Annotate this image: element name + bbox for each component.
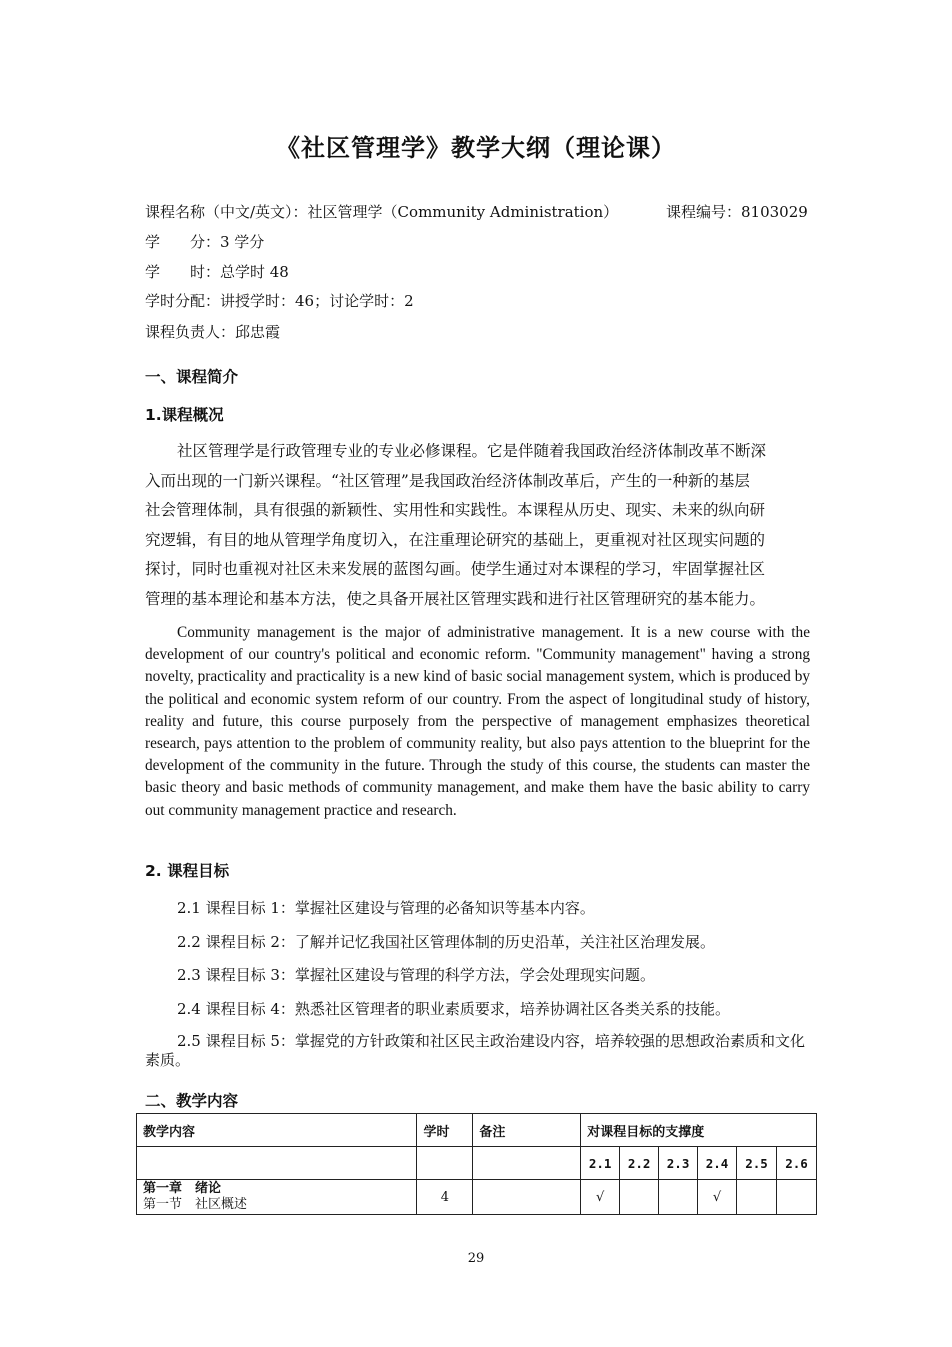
table-row: [137, 1180, 817, 1215]
check-cell: √: [581, 1180, 620, 1215]
course-code: 课程编号：8103029: [666, 203, 808, 221]
goal-col-header: 2.1: [581, 1147, 620, 1180]
overview-line: 管理的基本理论和基本方法，使之具备开展社区管理实践和进行社区管理研究的基本能力。: [145, 589, 766, 608]
overview-paragraph-en: Community management is the major of administrative management. It is a new course with the development of our country's political and economic reform. "Community management" having a strong novelty, practicality and practicality is a new kind of basic social management system, which is produced by the political and economic system reform of our country. From the aspect of longitudinal study of history, reality and future, this course purposely from the perspective of management emphasizes theoretical research, pays attention to the problem of community reality, but also pays attention to the blueprint for the development of the community in the future. Through the study of this course, the students can master the basic theory and basic methods of community management, and make them have the basic ability to carry out community management practice and research.: [145, 624, 810, 819]
section-title: 第一节 社区概述: [143, 1197, 248, 1212]
overview-line: 究逻辑，有目的地从管理学角度切入，在注重理论研究的基础上，更重视对社区现实问题的: [145, 530, 766, 549]
check-cell: [737, 1180, 777, 1215]
check-cell: [620, 1180, 659, 1215]
check-cell: [659, 1180, 698, 1215]
goal-col-header: 2.3: [659, 1147, 698, 1180]
header-hours: 学时: [417, 1114, 473, 1147]
goal-item: 2.3 课程目标 3：掌握社区建设与管理的科学方法，学会处理现实问题。: [177, 966, 655, 984]
subheading-goals: 2. 课程目标: [145, 862, 230, 880]
chapter-title: 第一章 绪论: [143, 1181, 222, 1196]
hour-split: 学时分配：讲授学时：46；讨论学时：2: [145, 292, 414, 310]
overview-line: 入而出现的一门新兴课程。“社区管理”是我国政治经济体制改革后，产生的一种新的基层: [145, 471, 750, 490]
overview-line: 探讨，同时也重视对社区未来发展的蓝图勾画。使学生通过对本课程的学习，牢固掌握社区: [145, 560, 766, 579]
page-title: 《社区管理学》教学大纲（理论课）: [276, 134, 676, 162]
overview-line: 社会管理体制，具有很强的新颖性、实用性和实践性。本课程从历史、现实、未来的纵向研: [145, 501, 766, 520]
hours-cell: 4: [417, 1180, 473, 1215]
goal-item: 2.4 课程目标 4：熟悉社区管理者的职业素质要求，培养协调社区各类关系的技能。: [177, 1000, 730, 1018]
section-heading-intro: 一、课程简介: [145, 368, 239, 386]
header-notes: 备注: [473, 1114, 581, 1147]
overview-paragraph-zh: [145, 437, 810, 615]
goal-item: 2.2 课程目标 2：了解并记忆我国社区管理体制的历史沿革，关注社区治理发展。: [177, 933, 715, 951]
subheading-overview: 1.课程概况: [145, 406, 224, 424]
course-leader: 课程负责人：邱忠霞: [145, 323, 281, 341]
credits: 学 分：3 学分: [145, 233, 265, 251]
goal-col-header: 2.2: [620, 1147, 659, 1180]
goal-col-header: 2.4: [698, 1147, 737, 1180]
teaching-content-table: [136, 1113, 817, 1215]
empty-cell: [473, 1147, 581, 1180]
empty-cell: [417, 1147, 473, 1180]
goal-col-header: 2.6: [776, 1147, 816, 1180]
notes-cell: [473, 1180, 581, 1215]
page-number: 29: [467, 1251, 485, 1266]
goal-col-header: 2.5: [737, 1147, 777, 1180]
check-cell: [776, 1180, 816, 1215]
goal-item: 2.1 课程目标 1：掌握社区建设与管理的必备知识等基本内容。: [177, 899, 595, 917]
empty-cell: [137, 1147, 417, 1180]
content-cell: [137, 1180, 417, 1215]
header-support: 对课程目标的支撑度: [581, 1114, 817, 1147]
check-cell: √: [698, 1180, 737, 1215]
section-heading-content: 二、教学内容: [145, 1092, 239, 1110]
header-content: 教学内容: [137, 1114, 417, 1147]
hours: 学 时：总学时 48: [145, 263, 289, 281]
course-name: 课程名称（中文/英文）：社区管理学（Community Administration）: [145, 203, 619, 221]
overview-line: 社区管理学是行政管理专业的专业必修课程。它是伴随着我国政治经济体制改革不断深: [177, 442, 767, 460]
goal-item: 2.5 课程目标 5：掌握党的方针政策和社区民主政治建设内容，培养较强的思想政治素质和文化素质。: [145, 1032, 805, 1069]
